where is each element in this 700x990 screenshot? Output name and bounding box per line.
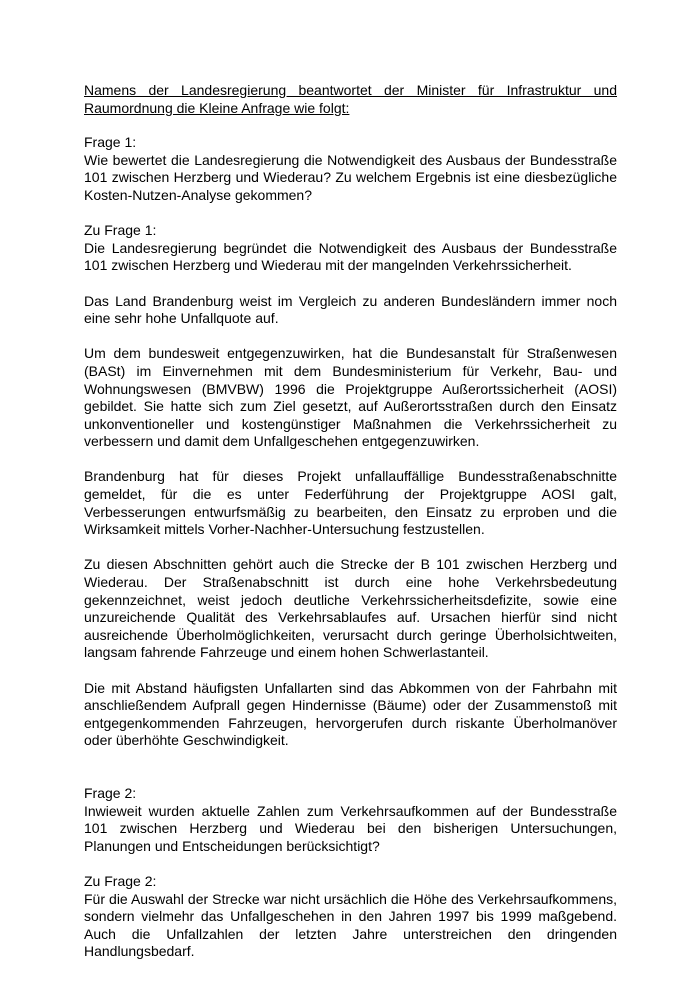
answer-1-paragraph-5-block bbox=[84, 556, 617, 662]
question-2 bbox=[84, 785, 617, 855]
answer-1-paragraph-2-block bbox=[84, 293, 617, 328]
answer-1-paragraph-6: Die mit Abstand häufigsten Unfallarten sind das Abkommen von der Fahrbahn mit anschließendem Aufprall gegen Hindernisse (Bäume) oder der Zusammenstoß mit entgegenkommenden Fahrzeugen, hervorgerufen durch riskante Überholmanöver oder überhöhte Geschwindigkeit. bbox=[84, 679, 617, 749]
question-2-text: Inwieweit wurden aktuelle Zahlen zum Verkehrsaufkommen auf der Bundesstraße 101 zwischen Herzberg und Wiederau bei den bisherigen Untersuchungen, Planungen und Entscheidungen berücksichtigt? bbox=[84, 802, 617, 854]
answer-1-paragraph-3-block bbox=[84, 345, 617, 451]
answer-2 bbox=[84, 873, 617, 961]
question-1-label: Frage 1: bbox=[84, 134, 137, 151]
question-1-text: Wie bewertet die Landesregierung die Notwendigkeit des Ausbaus der Bundesstraße 101 zwischen Herzberg und Wiederau? Zu welchem Ergebnis ist eine diesbezügliche Kosten-Nutzen-Analyse gekommen? bbox=[84, 151, 617, 203]
answer-2-text: Für die Auswahl der Strecke war nicht ursächlich die Höhe des Verkehrsaufkommens, sondern vielmehr das Unfallgeschehen in den Jahren 1997 bis 1999 maßgebend. Auch die Unfallzahlen der letzten Jahre unterstreichen den dringenden Handlungsbedarf. bbox=[84, 890, 617, 960]
answer-1-paragraph-2: Das Land Brandenburg weist im Vergleich zu anderen Bundesländern immer noch eine sehr hohe Unfallquote auf. bbox=[84, 292, 617, 327]
intro-statement: Namens der Landesregierung beantwortet der Minister für Infrastruktur und Raumordnung die Kleine Anfrage wie folgt: bbox=[84, 82, 617, 116]
answer-2-label: Zu Frage 2: bbox=[84, 872, 157, 889]
answer-1-label: Zu Frage 1: bbox=[84, 222, 157, 239]
answer-1-paragraph-4-block bbox=[84, 468, 617, 538]
question-2-label: Frage 2: bbox=[84, 784, 137, 801]
question-1 bbox=[84, 134, 617, 204]
document-page bbox=[84, 82, 617, 979]
answer-1-paragraph-6-block bbox=[84, 680, 617, 750]
answer-1-paragraph-3: Um dem bundesweit entgegenzuwirken, hat die Bundesanstalt für Straßenwesen (BASt) im Einvernehmen mit dem Bundesministerium für Verkehr, Bau- und Wohnungswesen (BMVBW) 1996 die Projektgruppe Außerortssicherheit (AOSI) gebildet. Sie hatte sich zum Ziel gesetzt, auf Außerortsstraßen durch den Einsatz unkonventioneller und kostengünstiger Maßnahmen die Verkehrssicherheit zu verbessern und damit dem Unfallgeschehen entgegenzuwirken. bbox=[84, 345, 617, 450]
answer-1-label-block bbox=[84, 222, 617, 275]
answer-1-paragraph-5: Zu diesen Abschnitten gehört auch die Strecke der B 101 zwischen Herzberg und Wiederau. Der Straßenabschnitt ist durch eine hohe Verkehrsbedeutung gekennzeichnet, weist jedoch deutliche Verkehrssicherheitsdefizite, sowie eine unzureichende Qualität des Verkehrsablaufes auf. Ursachen hierfür sind nicht ausreichende Überholmöglichkeiten, verursacht durch geringe Überholsichtweiten, langsam fahrende Fahrzeuge und einem hohen Schwerlastanteil. bbox=[84, 556, 617, 661]
answer-1-paragraph-1: Die Landesregierung begründet die Notwendigkeit des Ausbaus der Bundesstraße 101 zwischen Herzberg und Wiederau mit der mangelnden Verkehrssicherheit. bbox=[84, 239, 617, 274]
answer-1-paragraph-4: Brandenburg hat für dieses Projekt unfallauffällige Bundesstraßenabschnitte gemeldet, für die es unter Federführung der Projektgruppe AOSI galt, Verbesserungen entwurfsmäßig zu bearbeiten, den Einsatz zu erproben und die Wirksamkeit mittels Vorher-Nachher-Untersuchung festzustellen. bbox=[84, 468, 617, 538]
